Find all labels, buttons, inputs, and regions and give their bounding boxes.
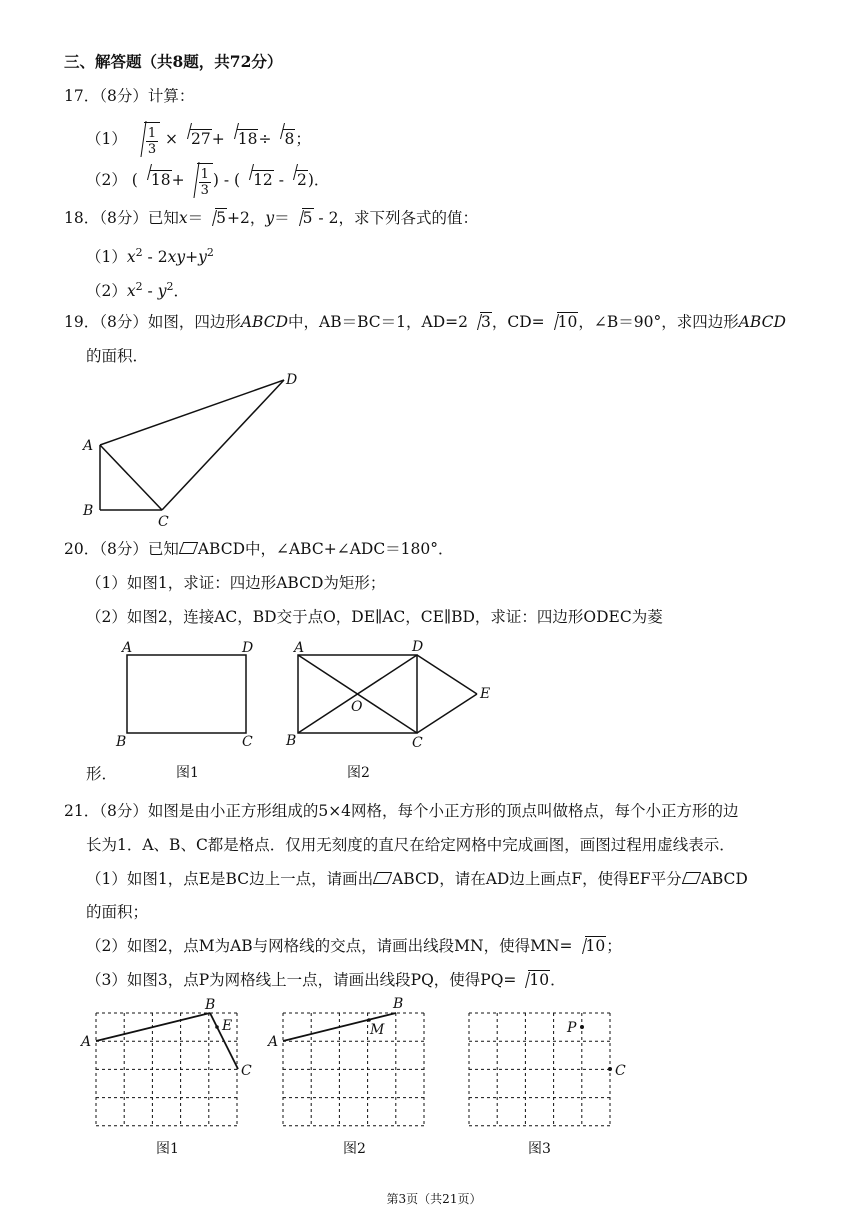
q20-f1-label-c: C <box>242 734 253 750</box>
q17-part2: （2） ( 18+ $\frac{1}{3}$ ) - ( 12 - 2)． <box>86 162 329 202</box>
q20-f2-label-d: D <box>412 639 424 655</box>
q20-f2-label-e: E <box>480 686 491 702</box>
q20-f1-label-d: D <box>242 640 254 656</box>
q21-part2: （2）如图2，点M为AB与网格线的交点，请画出线段MN，使得MN= 10； <box>86 937 622 955</box>
q21-f3-label-c: C <box>615 1063 626 1079</box>
q21-caption3: 图3 <box>528 1141 551 1157</box>
q20-fig1-caption: 图1 <box>176 765 199 781</box>
q18-head: 18．（8分）已知x＝ 5+2，y＝ 5 - 2，求下列各式的值： <box>64 209 478 227</box>
q19-label-a: A <box>83 438 94 454</box>
q19-head: 19．（8分）如图，四边形ABCD中，AB＝BC＝1，AD=2 3，CD= 10，∠B＝90°，求四边形ABCD <box>64 313 786 331</box>
q19-label-d: D <box>286 372 298 388</box>
q20-f2-label-o: O <box>351 699 363 715</box>
q20-f1-label-b: B <box>116 734 127 750</box>
page-footer: 第3页（共21页） <box>386 1192 482 1206</box>
section-title: 三、解答题（共8题，共72分） <box>64 52 283 71</box>
q21-caption2: 图2 <box>343 1141 366 1157</box>
q21-line2: 长为1．A、B、C都是格点．仅用无刻度的直尺在给定网格中完成画图，画图过程用虚线表示． <box>86 836 735 854</box>
q19-label-c: C <box>158 514 169 530</box>
q20-part1: （1）如图1，求证：四边形ABCD为矩形； <box>86 574 386 592</box>
q20-f1-label-a: A <box>122 640 133 656</box>
q20-f2-label-c: C <box>412 735 423 751</box>
q21-caption1: 图1 <box>156 1141 179 1157</box>
q17-head: 17．（8分）计算： <box>64 87 195 105</box>
q21-part1: （1）如图1，点E是BC边上一点，请画出 ABCD，请在AD边上画点F，使得EF平分 ABCD <box>86 870 748 888</box>
q19-line2: 的面积． <box>86 347 149 365</box>
q18-part1: $(1)x^2 - 2xy+y^2$ <box>86 246 214 267</box>
q21-f1-label-e: E <box>222 1018 233 1034</box>
q21-line1: 21．（8分）如图是由小正方形组成的5×4网格，每个小正方形的顶点叫做格点，每个小正方形的边 <box>64 802 739 820</box>
q20-part2: （2）如图2，连接AC，BD交于点O，DE∥AC，CE∥BD，求证：四边形ODEC为菱 <box>86 608 663 626</box>
q20-figures <box>110 638 530 758</box>
q21-f1-label-a: A <box>81 1034 92 1050</box>
q19-figure <box>78 370 308 530</box>
q20-head: 20．（8分）已知 ABCD中，∠ABC+∠ADC＝180°． <box>64 540 454 558</box>
q20-f2-label-a: A <box>294 640 305 656</box>
q20-fig2-caption: 图2 <box>347 765 370 781</box>
q19-label-b: B <box>83 503 94 519</box>
q17-part1: （1） $\frac{1}{3}$ × 27+ 18÷ 8； <box>86 121 311 161</box>
q21-f3-label-p: P <box>567 1020 577 1036</box>
q21-f1-label-b: B <box>205 997 216 1013</box>
q20-f2-label-b: B <box>286 733 297 749</box>
q21-grids <box>0 990 868 1130</box>
q21-f2-label-b: B <box>393 996 404 1012</box>
q21-part3: （3）如图3，点P为网格线上一点，请画出线段PQ，使得PQ= 10． <box>86 971 566 989</box>
q21-f1-label-c: C <box>241 1063 252 1079</box>
q21-f2-label-m: M <box>370 1022 385 1038</box>
q21-part1-tail: 的面积； <box>86 903 149 921</box>
q20-part2-tail: 形． <box>86 765 118 783</box>
q21-f2-label-a: A <box>268 1034 279 1050</box>
q18-part2: $(2)x^2 - y^2$． <box>86 280 189 301</box>
